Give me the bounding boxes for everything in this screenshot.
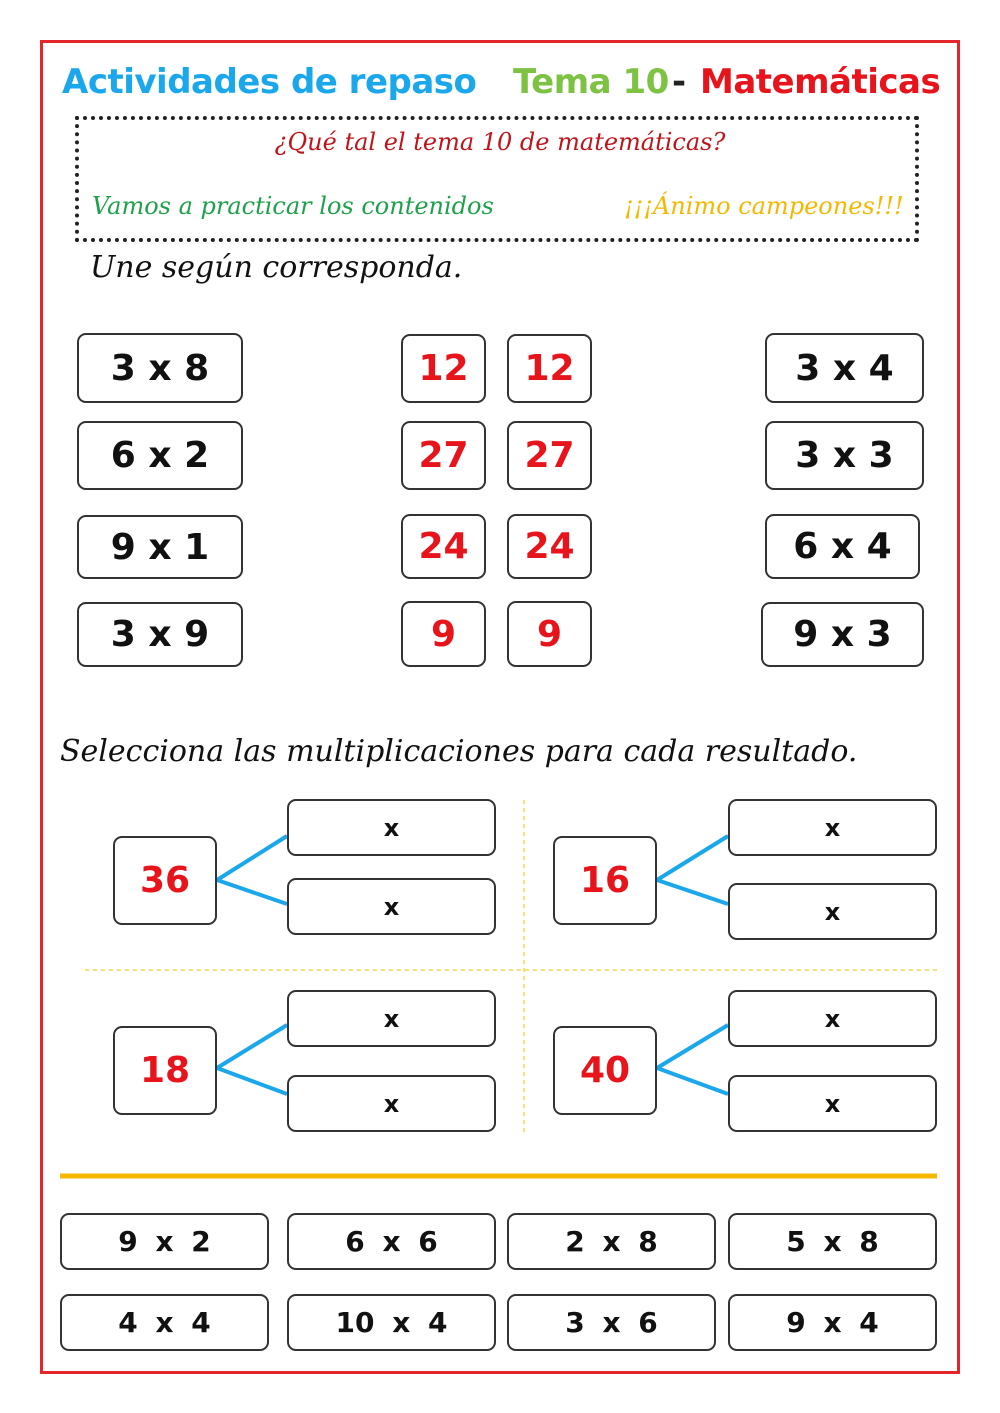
middle-number[interactable]: 27 [507, 421, 592, 490]
left-expression[interactable]: 3 x 8 [77, 333, 243, 403]
connector-line [217, 836, 287, 880]
connector-line [657, 880, 728, 904]
left-expression[interactable]: 6 x 2 [77, 421, 243, 490]
option-tile[interactable]: 4 x 4 [60, 1294, 269, 1351]
intro-question: ¿Qué tal el tema 10 de matemáticas? [274, 128, 726, 156]
title-dash: - [672, 62, 686, 102]
option-tile[interactable]: 6 x 6 [287, 1213, 496, 1270]
right-expression[interactable]: 9 x 3 [761, 602, 924, 667]
option-tile[interactable]: 5 x 8 [728, 1213, 937, 1270]
result-box: 36 [113, 836, 217, 925]
intro-cheer: ¡¡¡Ánimo campeones!!! [624, 192, 904, 220]
section1-instruction: Une según corresponda. [90, 250, 463, 285]
middle-number[interactable]: 27 [401, 421, 486, 490]
option-tile[interactable]: 9 x 2 [60, 1213, 269, 1270]
option-tile[interactable]: 3 x 6 [507, 1294, 716, 1351]
right-expression[interactable]: 3 x 3 [765, 421, 924, 490]
result-box: 40 [553, 1026, 657, 1115]
option-tile[interactable]: 2 x 8 [507, 1213, 716, 1270]
answer-slot[interactable]: x [728, 799, 937, 856]
left-expression[interactable]: 3 x 9 [77, 602, 243, 667]
right-expression[interactable]: 3 x 4 [765, 333, 924, 403]
connector-line [657, 1025, 728, 1068]
answer-slot[interactable]: x [728, 1075, 937, 1132]
section2-instruction: Selecciona las multiplicaciones para cada resultado. [60, 734, 858, 769]
result-box: 16 [553, 836, 657, 925]
middle-number[interactable]: 12 [401, 334, 486, 403]
intro-practice: Vamos a practicar los contenidos [92, 192, 494, 220]
right-expression[interactable]: 6 x 4 [765, 514, 920, 579]
answer-slot[interactable]: x [287, 878, 496, 935]
connector-line [657, 836, 728, 880]
middle-number[interactable]: 24 [507, 514, 592, 579]
middle-number[interactable]: 9 [507, 601, 592, 667]
option-tile[interactable]: 9 x 4 [728, 1294, 937, 1351]
result-box: 18 [113, 1026, 217, 1115]
title-activities: Actividades de repaso [62, 62, 477, 102]
title-tema: Tema 10 [513, 62, 669, 102]
connector-line [217, 880, 287, 904]
middle-number[interactable]: 24 [401, 514, 486, 579]
middle-number[interactable]: 9 [401, 601, 486, 667]
title-subject: Matemáticas [700, 62, 941, 102]
connector-line [217, 1068, 287, 1094]
middle-number[interactable]: 12 [507, 334, 592, 403]
left-expression[interactable]: 9 x 1 [77, 515, 243, 579]
answer-slot[interactable]: x [728, 883, 937, 940]
answer-slot[interactable]: x [728, 990, 937, 1047]
connector-line [657, 1068, 728, 1094]
answer-slot[interactable]: x [287, 799, 496, 856]
answer-slot[interactable]: x [287, 1075, 496, 1132]
option-tile[interactable]: 10 x 4 [287, 1294, 496, 1351]
answer-slot[interactable]: x [287, 990, 496, 1047]
connector-line [217, 1025, 287, 1068]
